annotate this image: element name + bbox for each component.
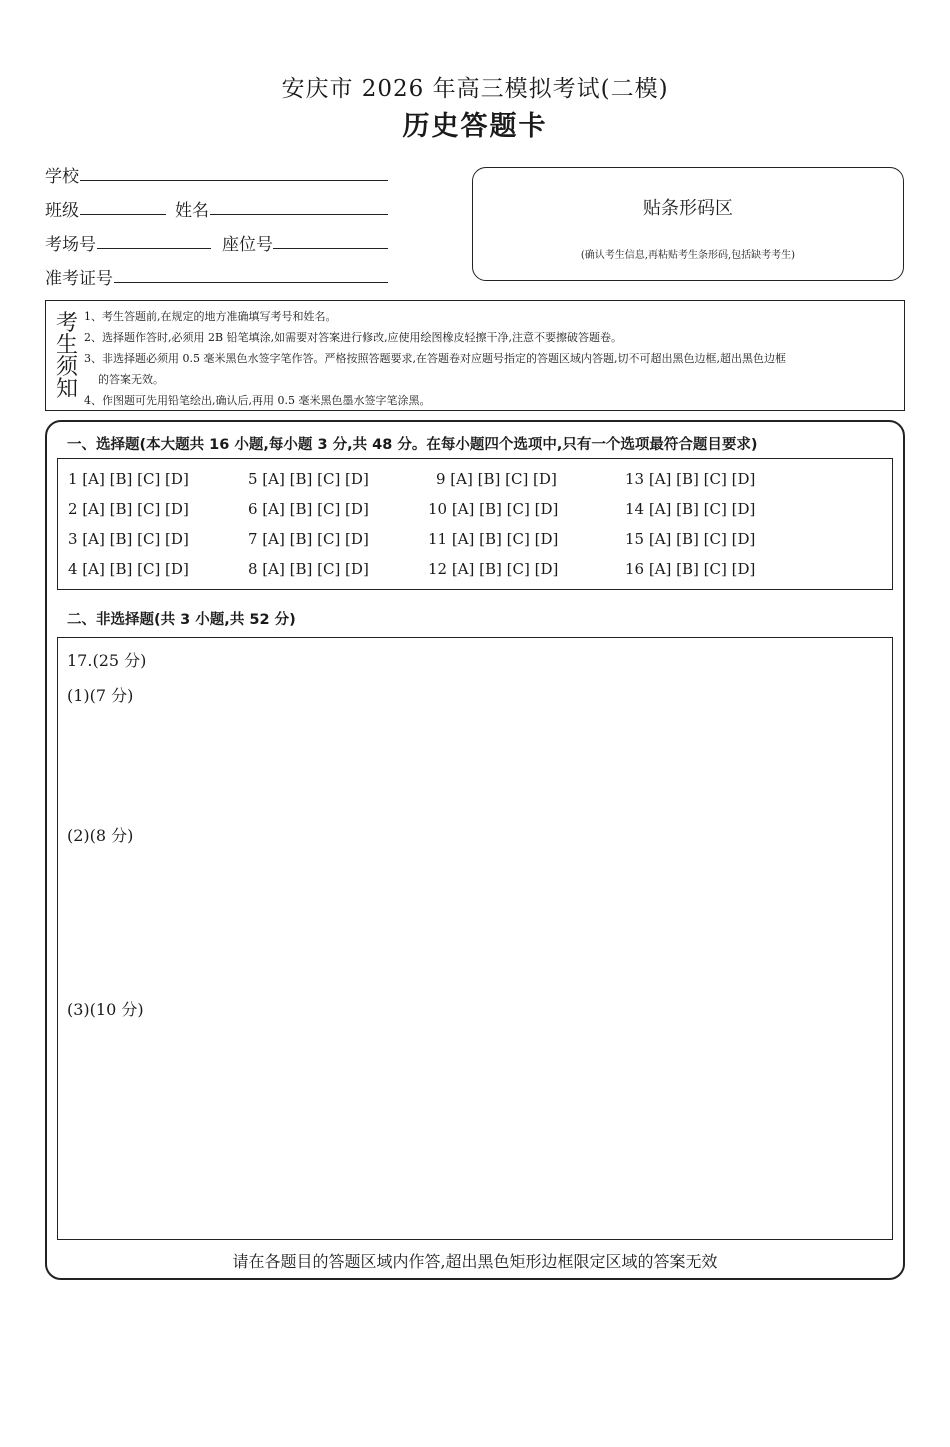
mc-question-row[interactable]: 16 [A] [B] [C] [D] (625, 560, 756, 578)
notice-item: 2、选择题作答时,必须用 2B 铅笔填涂,如需要对答案进行修改,应使用绘图橡皮轻擦干净,注意不要擦破答题卷。 (84, 331, 623, 344)
mc-question-row[interactable]: 9 [A] [B] [C] [D] (436, 470, 557, 488)
school-label: 学校 (45, 167, 79, 187)
mc-question-row[interactable]: 7 [A] [B] [C] [D] (248, 530, 369, 548)
notice-label-char: 须 (55, 355, 78, 380)
seat-label: 座位号 (222, 235, 273, 255)
written-answer-box[interactable] (57, 637, 893, 1240)
mc-question-row[interactable]: 6 [A] [B] [C] [D] (248, 500, 369, 518)
question-17-label: 17.(25 分) (67, 651, 147, 670)
barcode-area (472, 167, 904, 281)
exam-room-label: 考场号 (45, 235, 96, 255)
class-label: 班级 (45, 201, 79, 221)
name-field[interactable] (210, 194, 388, 215)
mc-question-row[interactable]: 2 [A] [B] [C] [D] (68, 500, 189, 518)
notice-item: 的答案无效。 (98, 373, 164, 386)
mc-question-row[interactable]: 1 [A] [B] [C] [D] (68, 470, 189, 488)
mc-question-row[interactable]: 11 [A] [B] [C] [D] (428, 530, 559, 548)
seat-field[interactable] (273, 228, 388, 249)
exam-id-label: 准考证号 (45, 269, 113, 289)
footer-note: 请在各题目的答题区域内作答,超出黑色矩形边框限定区域的答案无效 (232, 1252, 718, 1271)
mc-question-row[interactable]: 12 [A] [B] [C] [D] (428, 560, 559, 578)
exam-id-field[interactable] (114, 262, 388, 283)
part-3-label: (3)(10 分) (67, 1000, 144, 1019)
section1-heading: 一、选择题(本大题共 16 小题,每小题 3 分,共 48 分。在每小题四个选项中,只有一个选项最符合题目要求) (67, 437, 758, 453)
mc-question-row[interactable]: 13 [A] [B] [C] [D] (625, 470, 756, 488)
notice-label-char: 考 (55, 311, 78, 336)
notice-box (45, 300, 905, 411)
mc-question-row[interactable]: 4 [A] [B] [C] [D] (68, 560, 189, 578)
notice-item: 1、考生答题前,在规定的地方准确填写考号和姓名。 (84, 310, 337, 323)
notice-label-char: 知 (55, 377, 78, 402)
notice-item: 3、非选择题必须用 0.5 毫米黑色水签字笔作答。严格按照答题要求,在答题卷对应题号指定的答题区域内答题,切不可超出黑色边框,超出黑色边框 (84, 352, 786, 365)
answer-card-title: 历史答题卡 (402, 111, 548, 142)
name-label: 姓名 (175, 201, 209, 221)
part-2-label: (2)(8 分) (67, 826, 134, 845)
part-1-label: (1)(7 分) (67, 686, 134, 705)
school-field[interactable] (80, 160, 388, 181)
mc-question-row[interactable]: 15 [A] [B] [C] [D] (625, 530, 756, 548)
mc-question-row[interactable]: 3 [A] [B] [C] [D] (68, 530, 189, 548)
notice-label-char: 生 (55, 333, 78, 358)
mc-question-row[interactable]: 8 [A] [B] [C] [D] (248, 560, 369, 578)
notice-item: 4、作图题可先用铅笔绘出,确认后,再用 0.5 毫米黑色墨水签字笔涂黑。 (84, 394, 431, 407)
notice-label (54, 313, 80, 401)
barcode-title: 贴条形码区 (643, 198, 733, 219)
mc-question-row[interactable]: 5 [A] [B] [C] [D] (248, 470, 369, 488)
mc-question-row[interactable]: 14 [A] [B] [C] [D] (625, 500, 756, 518)
section2-heading: 二、非选择题(共 3 小题,共 52 分) (67, 612, 296, 628)
barcode-note: (确认考生信息,再粘贴考生条形码,包括缺考考生) (580, 250, 796, 261)
exam-title: 安庆市 2026 年高三模拟考试(二模) (281, 76, 669, 102)
mc-question-row[interactable]: 10 [A] [B] [C] [D] (428, 500, 559, 518)
exam-room-field[interactable] (97, 228, 211, 249)
class-field[interactable] (80, 194, 166, 215)
